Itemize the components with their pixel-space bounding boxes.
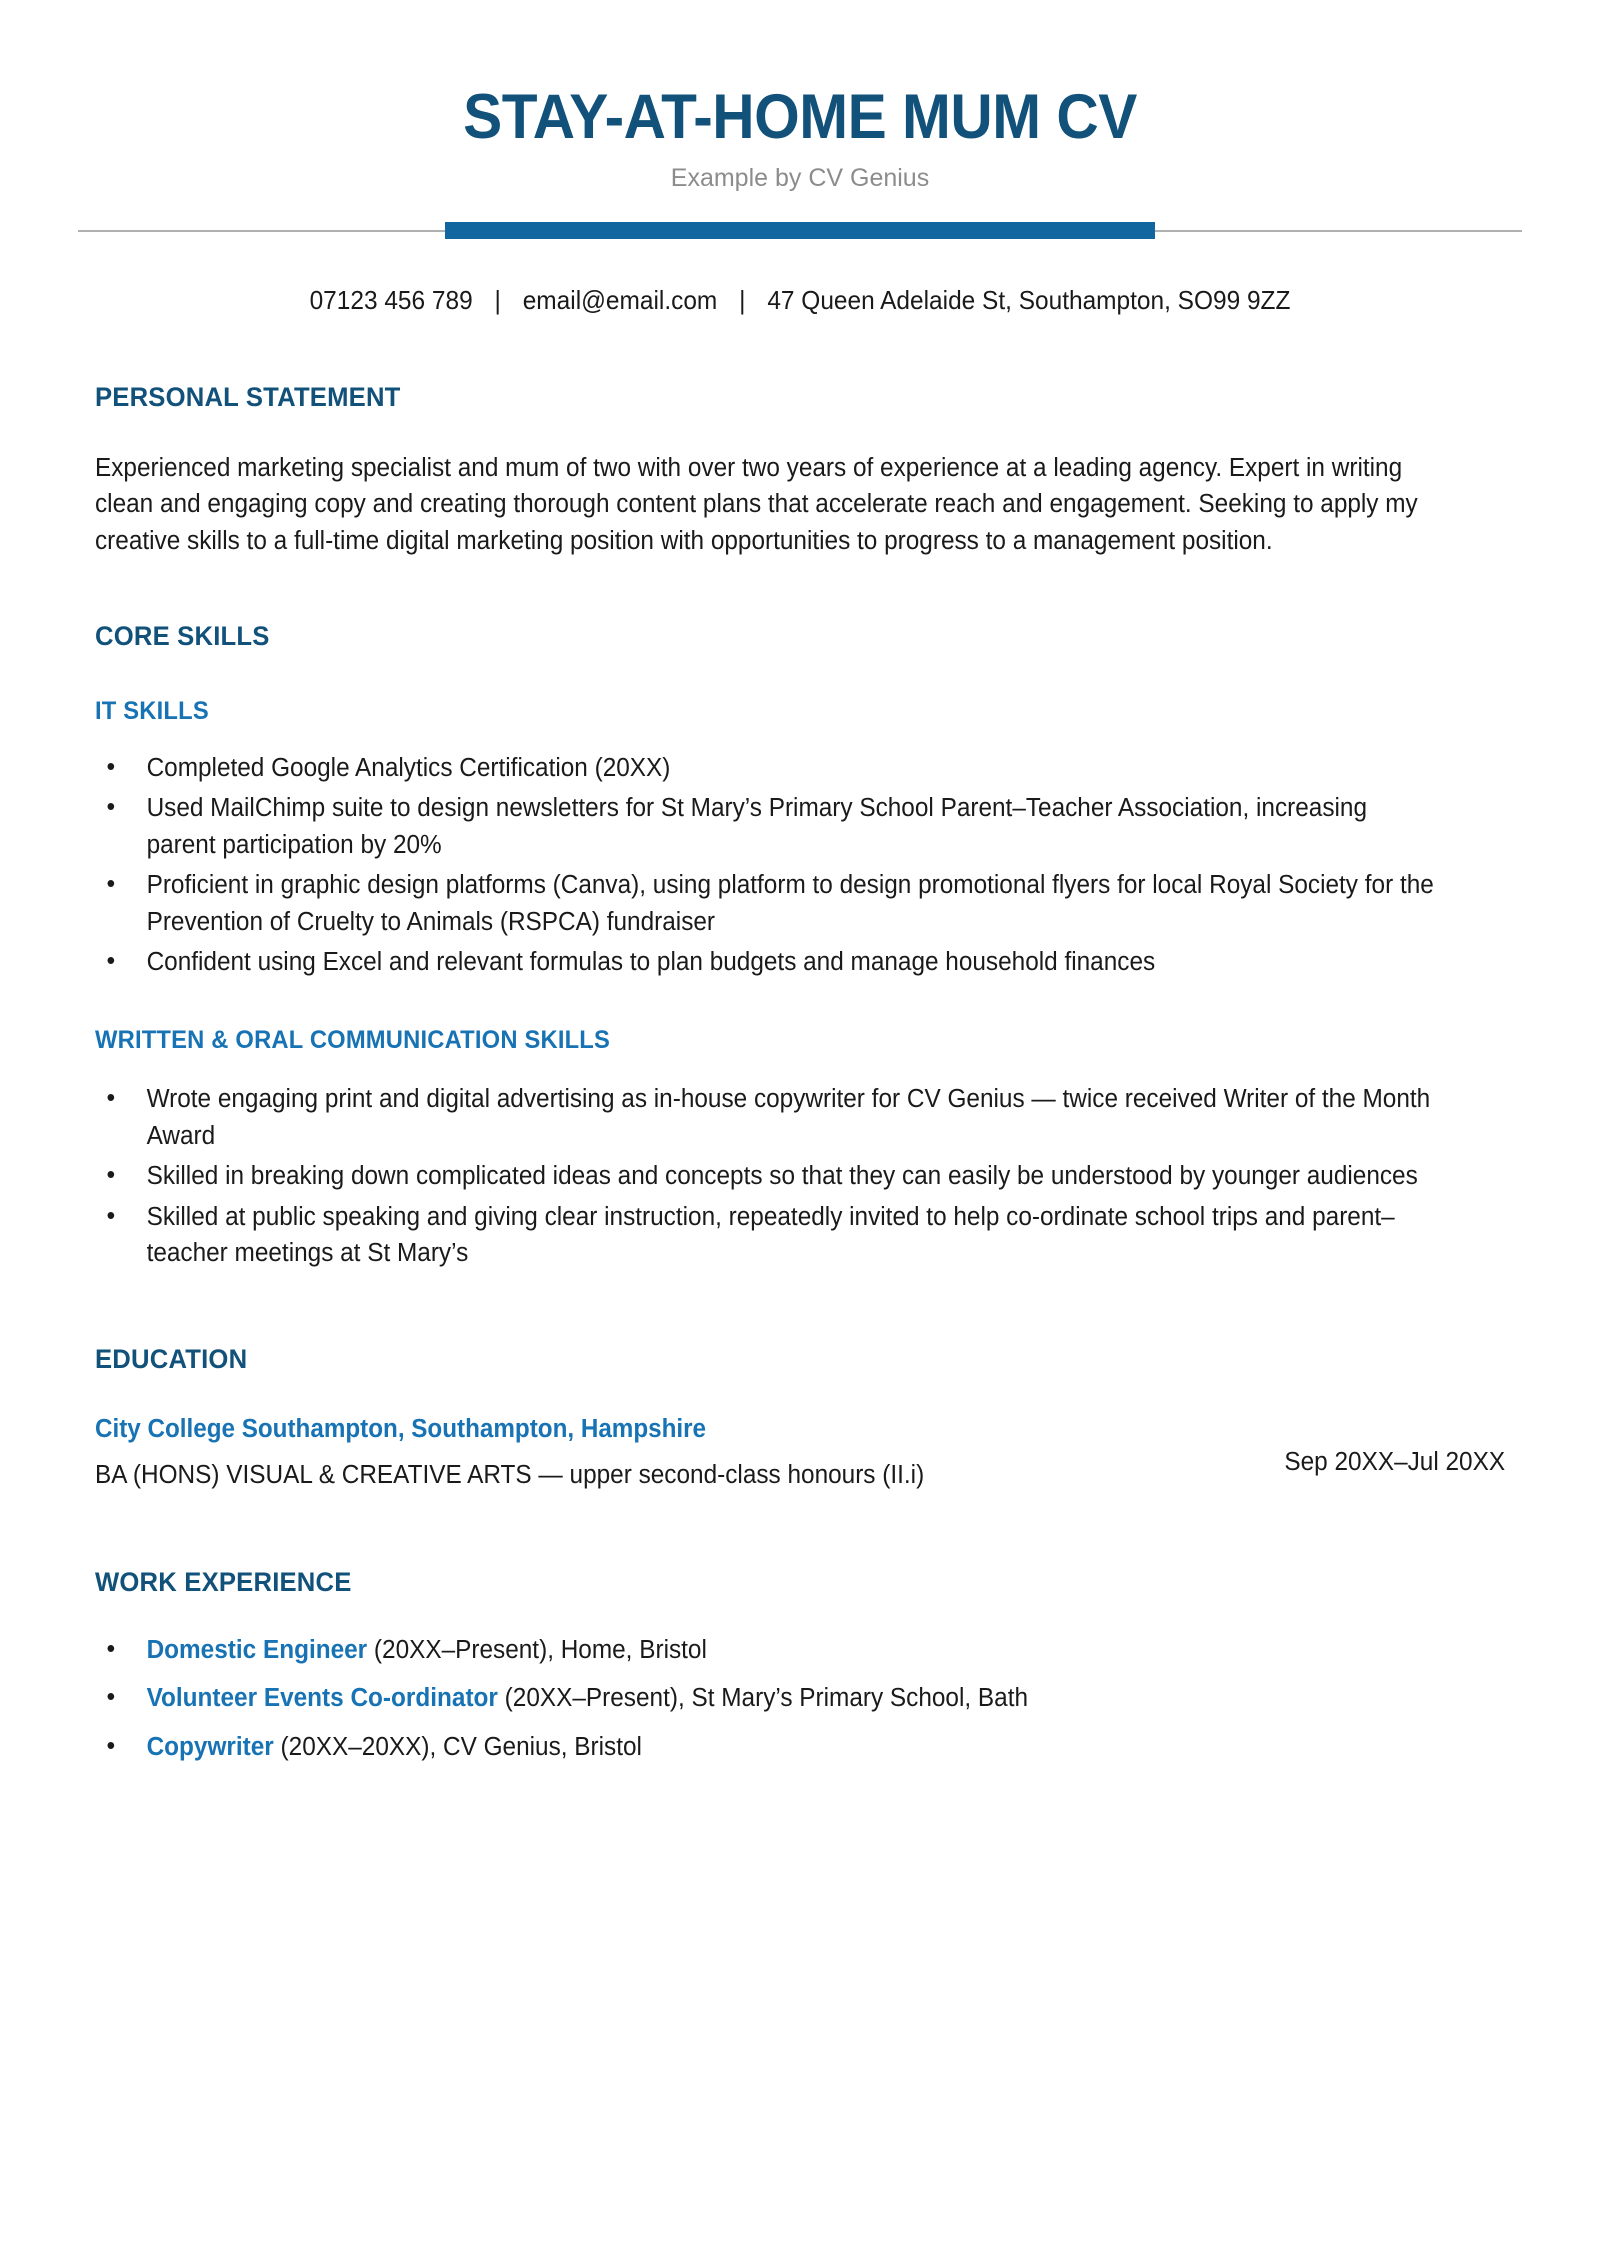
- cv-header: [0, 0, 1600, 193]
- list-item: [95, 1729, 1442, 1765]
- contact-separator-2: |: [739, 285, 746, 316]
- job-details: (20XX–Present), Home, Bristol: [367, 1635, 707, 1664]
- education-entry-main: [95, 1415, 963, 1490]
- heading-work-experience: WORK EXPERIENCE: [95, 1566, 352, 1597]
- list-item: [95, 1632, 1442, 1668]
- heading-communication-skills: WRITTEN & ORAL COMMUNICATION SKILLS: [95, 1026, 611, 1055]
- job-details: (20XX–Present), St Mary’s Primary School, Bath: [497, 1684, 1029, 1713]
- education-entry: [95, 1415, 1505, 1490]
- heading-education: EDUCATION: [95, 1343, 248, 1374]
- communication-skills-list: [95, 1081, 1505, 1271]
- personal-statement-text: Experienced marketing specialist and mum of two with over two years of experience at a leading agency. Expert in writing clean and engaging copy and creating thorough content plans that accelerate reach and engagement. Seeking to apply my creative skills to a full-time digital marketing position with opportunities to progress to a management position.: [95, 454, 1418, 555]
- divider-accent-bar: [445, 222, 1155, 239]
- list-item: • Skilled at public speaking and giving clear instruction, repeatedly invited to help co-ordinate school trips and parent–teacher meetings at St Mary’s: [95, 1199, 1442, 1272]
- list-item: • Completed Google Analytics Certification (20XX): [95, 750, 1442, 786]
- section-education: [95, 1344, 1505, 1490]
- it-skills-list: [95, 750, 1505, 981]
- list-item: • Proficient in graphic design platforms (Canva), using platform to design promotional flyers for local Royal Society for the Prevention of Cruelty to Animals (RSPCA) fundraiser: [95, 867, 1442, 940]
- list-item: [95, 1680, 1442, 1716]
- education-school: City College Southampton, Southampton, Hampshire: [95, 1414, 707, 1443]
- list-item: • Used MailChimp suite to design newsletters for St Mary’s Primary School Parent–Teacher Association, increasing parent participation by 20%: [95, 790, 1442, 863]
- contact-phone: 07123 456 789: [309, 285, 473, 316]
- list-item: • Wrote engaging print and digital advertising as in-house copywriter for CV Genius — twice received Writer of the Month Award: [95, 1081, 1442, 1154]
- header-divider: [0, 222, 1600, 236]
- page-title: STAY-AT-HOME MUM CV: [463, 82, 1137, 152]
- education-dates: Sep 20XX–Jul 20XX: [1284, 1447, 1505, 1476]
- section-personal-statement: [95, 382, 1505, 559]
- section-core-skills: [95, 621, 1505, 1272]
- list-item: • Confident using Excel and relevant formulas to plan budgets and manage household finances: [95, 944, 1442, 980]
- education-degree: BA (HONS) VISUAL & CREATIVE ARTS — upper second-class honours (II.i): [95, 1460, 925, 1489]
- heading-it-skills: IT SKILLS: [95, 696, 209, 725]
- contact-separator-1: |: [494, 285, 501, 316]
- contact-email: email@email.com: [522, 285, 718, 316]
- work-experience-list: [95, 1632, 1505, 1765]
- section-work-experience: [95, 1567, 1505, 1765]
- cv-content: [0, 382, 1600, 1765]
- job-title: Copywriter: [146, 1732, 274, 1761]
- list-item: • Skilled in breaking down complicated ideas and concepts so that they can easily be understood by younger audiences: [95, 1158, 1442, 1194]
- job-title: Domestic Engineer: [146, 1635, 368, 1664]
- page-subtitle: Example by CV Genius: [670, 164, 930, 193]
- contact-line: [48, 285, 1552, 316]
- job-title: Volunteer Events Co-ordinator: [146, 1684, 498, 1713]
- heading-personal-statement: PERSONAL STATEMENT: [95, 382, 401, 413]
- heading-core-skills: CORE SKILLS: [95, 620, 270, 651]
- job-details: (20XX–20XX), CV Genius, Bristol: [273, 1732, 642, 1761]
- contact-address: 47 Queen Adelaide St, Southampton, SO99 9ZZ: [767, 285, 1291, 316]
